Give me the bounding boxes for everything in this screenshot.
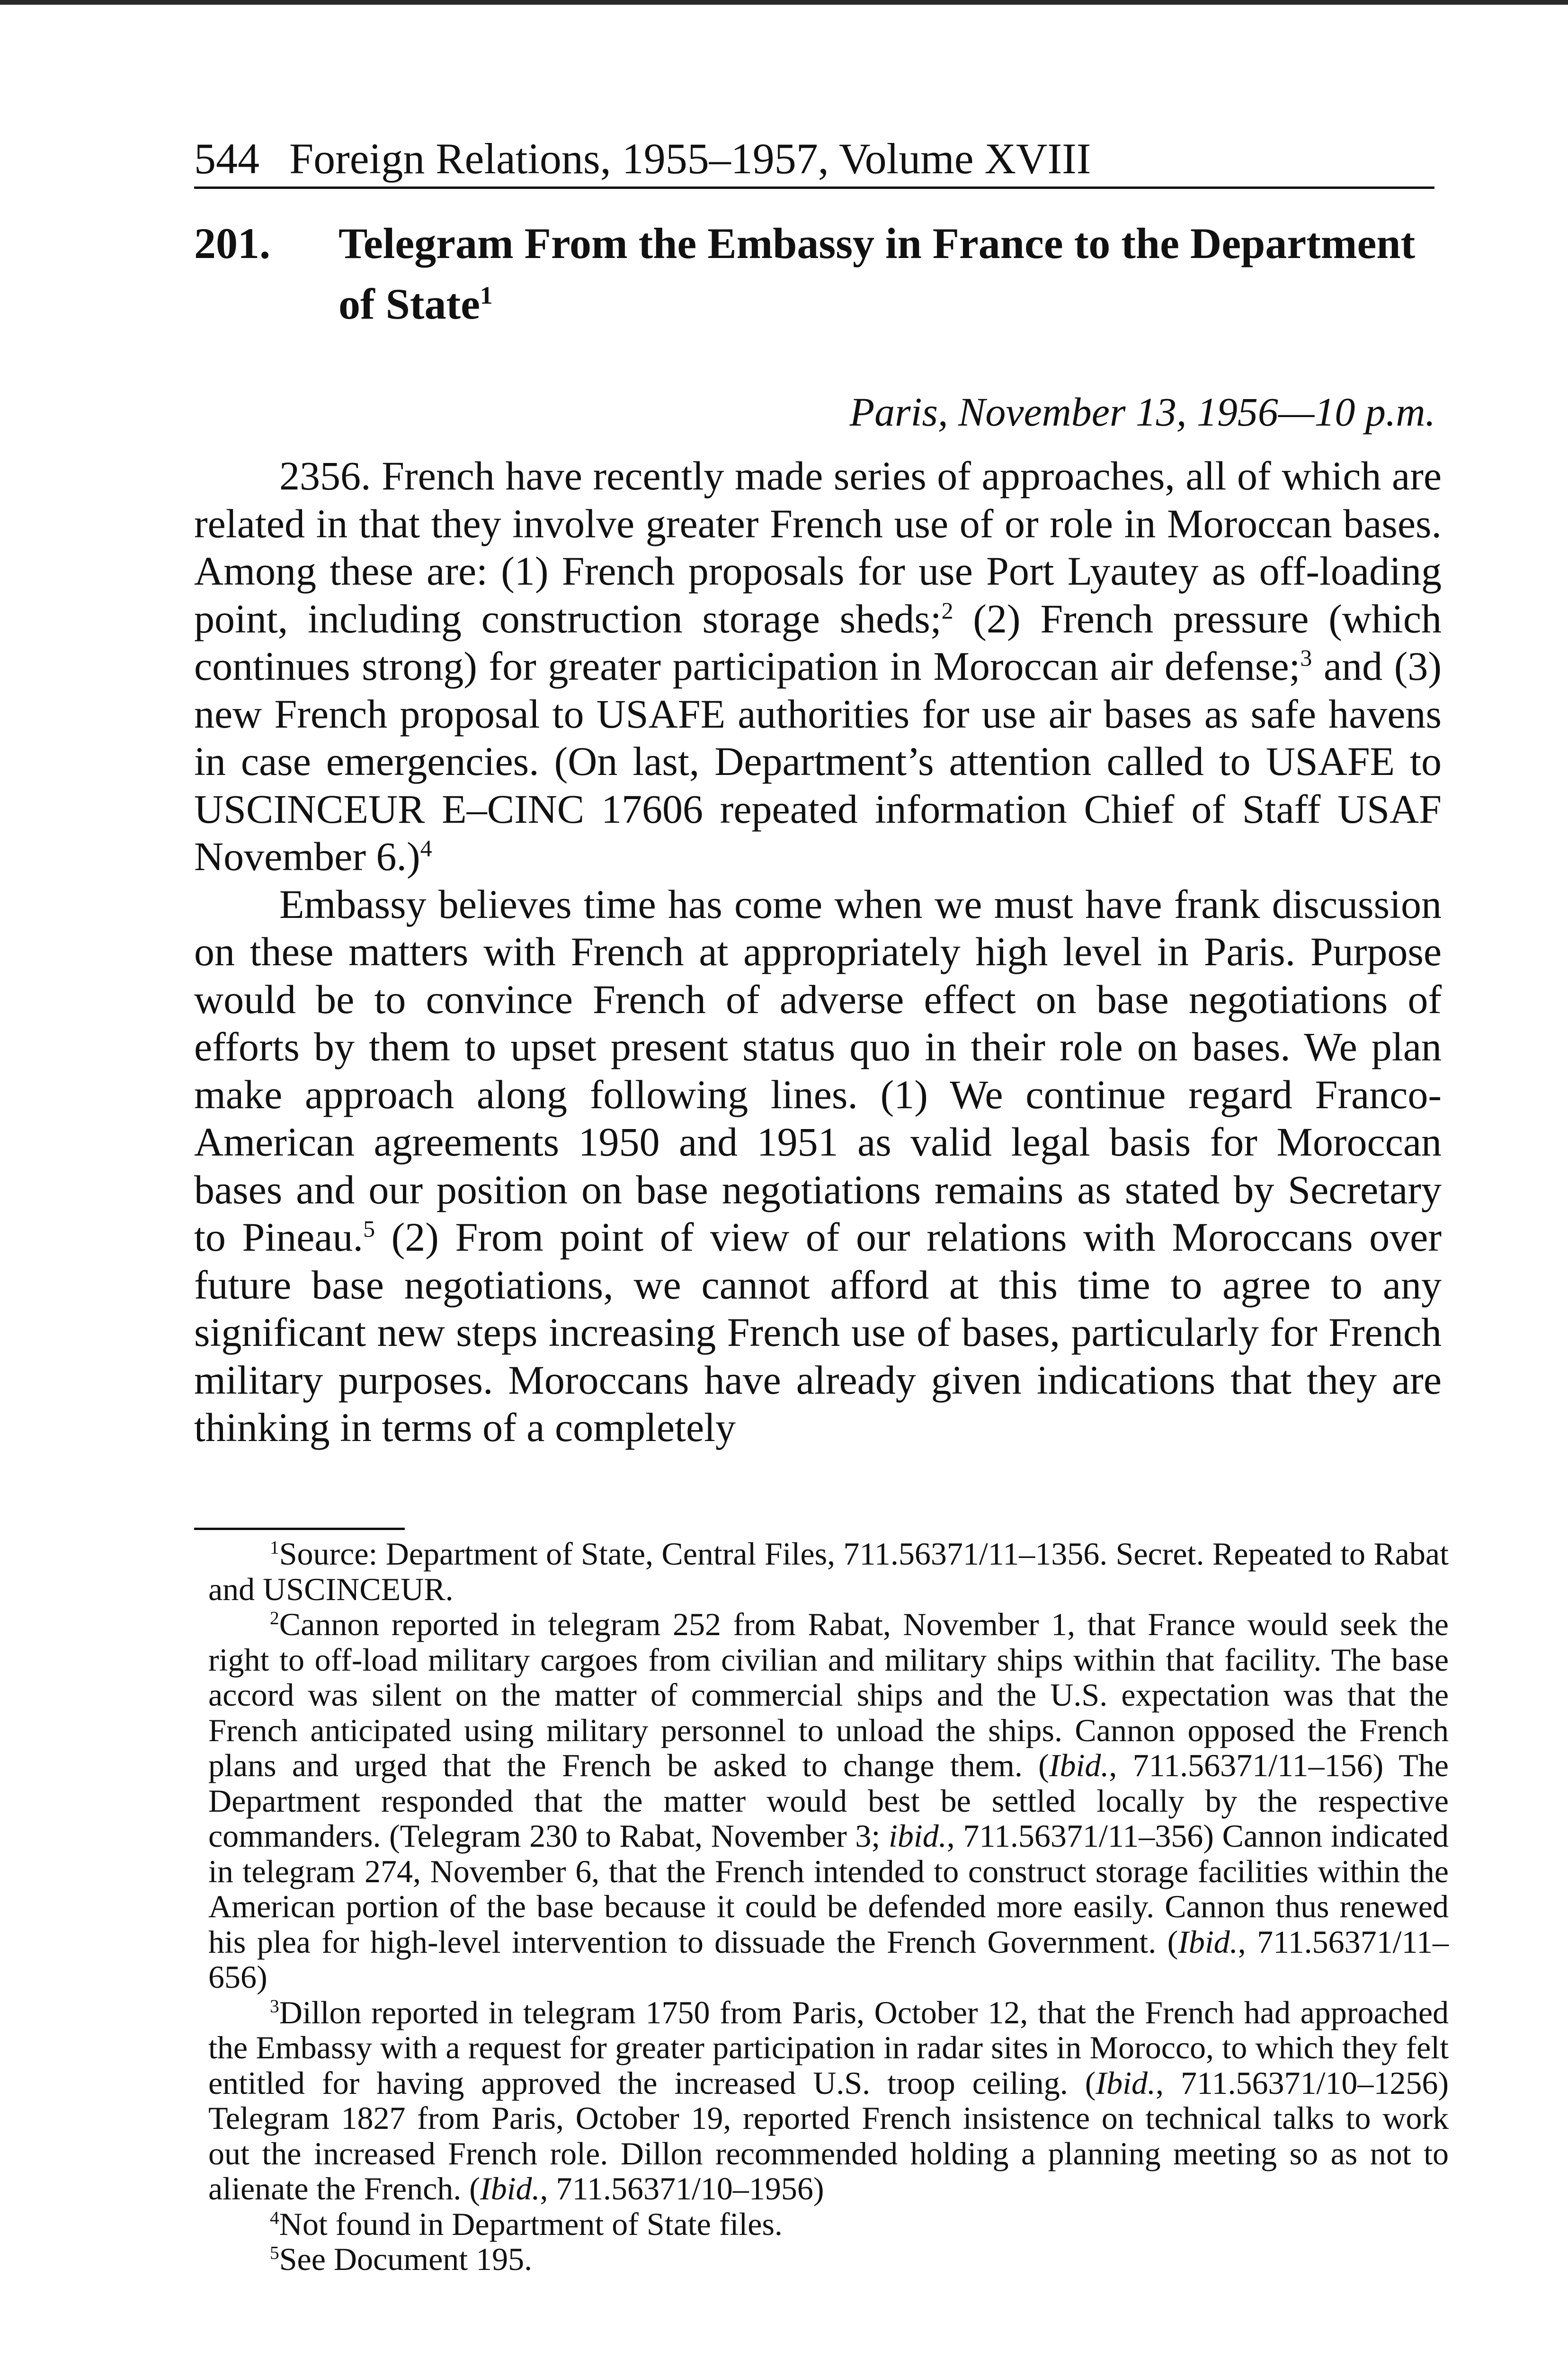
document-title: Telegram From the Embassy in France to the Department of State <box>339 219 1416 328</box>
footnote-italic: Ibid. <box>1049 1747 1109 1783</box>
footnote-italic: Ibid. <box>1096 2064 1156 2101</box>
footnote-text: Dillon reported in telegram 1750 from Paris, October 12, that the French had approached the Embassy with a request for greater participation in radar sites in Morocco, to which they felt entitled for having approved the increased U.S. troop ceiling. ( <box>208 1994 1449 2101</box>
footnote-3 <box>208 1995 1449 2207</box>
footnote-mark: 1 <box>270 1537 279 1558</box>
footnote-mark: 4 <box>270 2207 279 2228</box>
paragraph-text: (2) French pressure (which continues strong) for greater participation in Moroccan air defense; <box>194 596 1442 689</box>
footnote-text: See Document 195. <box>279 2241 533 2277</box>
footnote-italic: Ibid. <box>480 2171 540 2207</box>
footnote-text: Cannon reported in telegram 252 from Rabat, November 1, that France would seek the right to off-load military cargoes from civilian and military ships within that facility. The base accord was silent on the matter of commercial ships and the U.S. expectation was that the French anticipated using military personnel to unload the ships. Cannon opposed the French plans and urged that the French be asked to change them. ( <box>208 1606 1449 1783</box>
footnote-4 <box>208 2207 1449 2242</box>
paragraph-text: (2) From point of view of our relations with Moroccans over future base negotiations, we cannot afford at this time to agree to any significant new steps increasing French use of bases, particularly for French military purposes. Moroccans have already given indications that they are thinking in terms of a completely <box>194 1214 1442 1450</box>
footnote-mark: 5 <box>270 2242 279 2263</box>
footnote-text: , 711.56371/11–156) The Department responded that the matter would best be settled locally by the respective commanders. (Telegram 230 to Rabat, November 3; <box>208 1747 1449 1854</box>
footnote-ref-2: 2 <box>941 597 953 623</box>
footnotes <box>208 1536 1449 2277</box>
running-head <box>194 133 1434 189</box>
footnote-ref-5: 5 <box>363 1216 375 1242</box>
paragraph-text: 2356. French have recently made series of approaches, all of which are related in that they involve greater French use of or role in Moroccan bases. Among these are: (1) French proposals for use Port Lyautey as off-loading point, including construction storage sheds; <box>194 453 1442 641</box>
footnote-text: Source: Department of State, Central Files, 711.56371/11–1356. Secret. Repeated to Rabat and USCINCEUR. <box>208 1536 1449 1607</box>
paragraph-text: and (3) new French proposal to USAFE authorities for use air bases as safe havens in case emergencies. (On last, Department’s attention called to USAFE to USCINCEUR E–CINC 17606 repeated information Chief of Staff USAF November 6.) <box>194 643 1442 879</box>
dateline: Paris, November 13, 1956—10 p.m. <box>849 389 1435 435</box>
page-number: 544 <box>194 134 259 183</box>
footnote-ref-1: 1 <box>480 281 493 310</box>
publication-title: Foreign Relations, 1955–1957, Volume XVIII <box>289 134 1091 183</box>
footnote-text: , 711.56371/10–1256) Telegram 1827 from Paris, October 19, reported French insistence on technical talks to work out the increased French role. Dillon recommended holding a planning meeting so as not to alienate the French. ( <box>208 2064 1449 2207</box>
footnote-ref-3: 3 <box>1300 645 1312 671</box>
footnote-italic: Ibid. <box>1178 1923 1238 1960</box>
footnote-divider <box>194 1528 405 1530</box>
footnote-text: , 711.56371/11–356) Cannon indicated in telegram 274, November 6, that the French intended to construct storage facilities within the American portion of the base because it could be defended more easily. Cannon thus renewed his plea for high-level intervention to dissuade the French Government. ( <box>208 1818 1449 1960</box>
footnote-mark: 2 <box>270 1607 279 1628</box>
footnote-italic: ibid. <box>888 1818 947 1854</box>
document-number: 201. <box>194 219 270 267</box>
document-heading <box>194 213 1444 334</box>
footnote-5 <box>208 2242 1449 2277</box>
body-paragraph-2 <box>194 881 1442 1451</box>
footnote-1 <box>208 1536 1449 1607</box>
telegram-body <box>194 452 1442 1451</box>
footnote-mark: 3 <box>270 1995 279 2016</box>
footnote-2 <box>208 1607 1449 1995</box>
paragraph-text: Embassy believes time has come when we must have frank discussion on these matters with French at appropriately high level in Paris. Purpose would be to convince French of adverse effect on base negotiations of efforts by them to upset present status quo in their role on bases. We plan make approach along following lines. (1) We continue regard Franco-American agreements 1950 and 1951 as valid legal basis for Moroccan bases and our position on base negotiations remains as stated by Secretary to Pineau. <box>194 881 1442 1260</box>
footnote-ref-4: 4 <box>420 835 432 862</box>
document-title-wrap <box>339 213 1444 334</box>
footnote-text: , 711.56371/11–656) <box>208 1923 1449 1995</box>
body-paragraph-1 <box>194 452 1442 881</box>
footnote-text: , 711.56371/10–1956) <box>540 2171 824 2207</box>
top-edge-rule <box>0 0 1568 5</box>
footnote-text: Not found in Department of State files. <box>279 2206 783 2242</box>
